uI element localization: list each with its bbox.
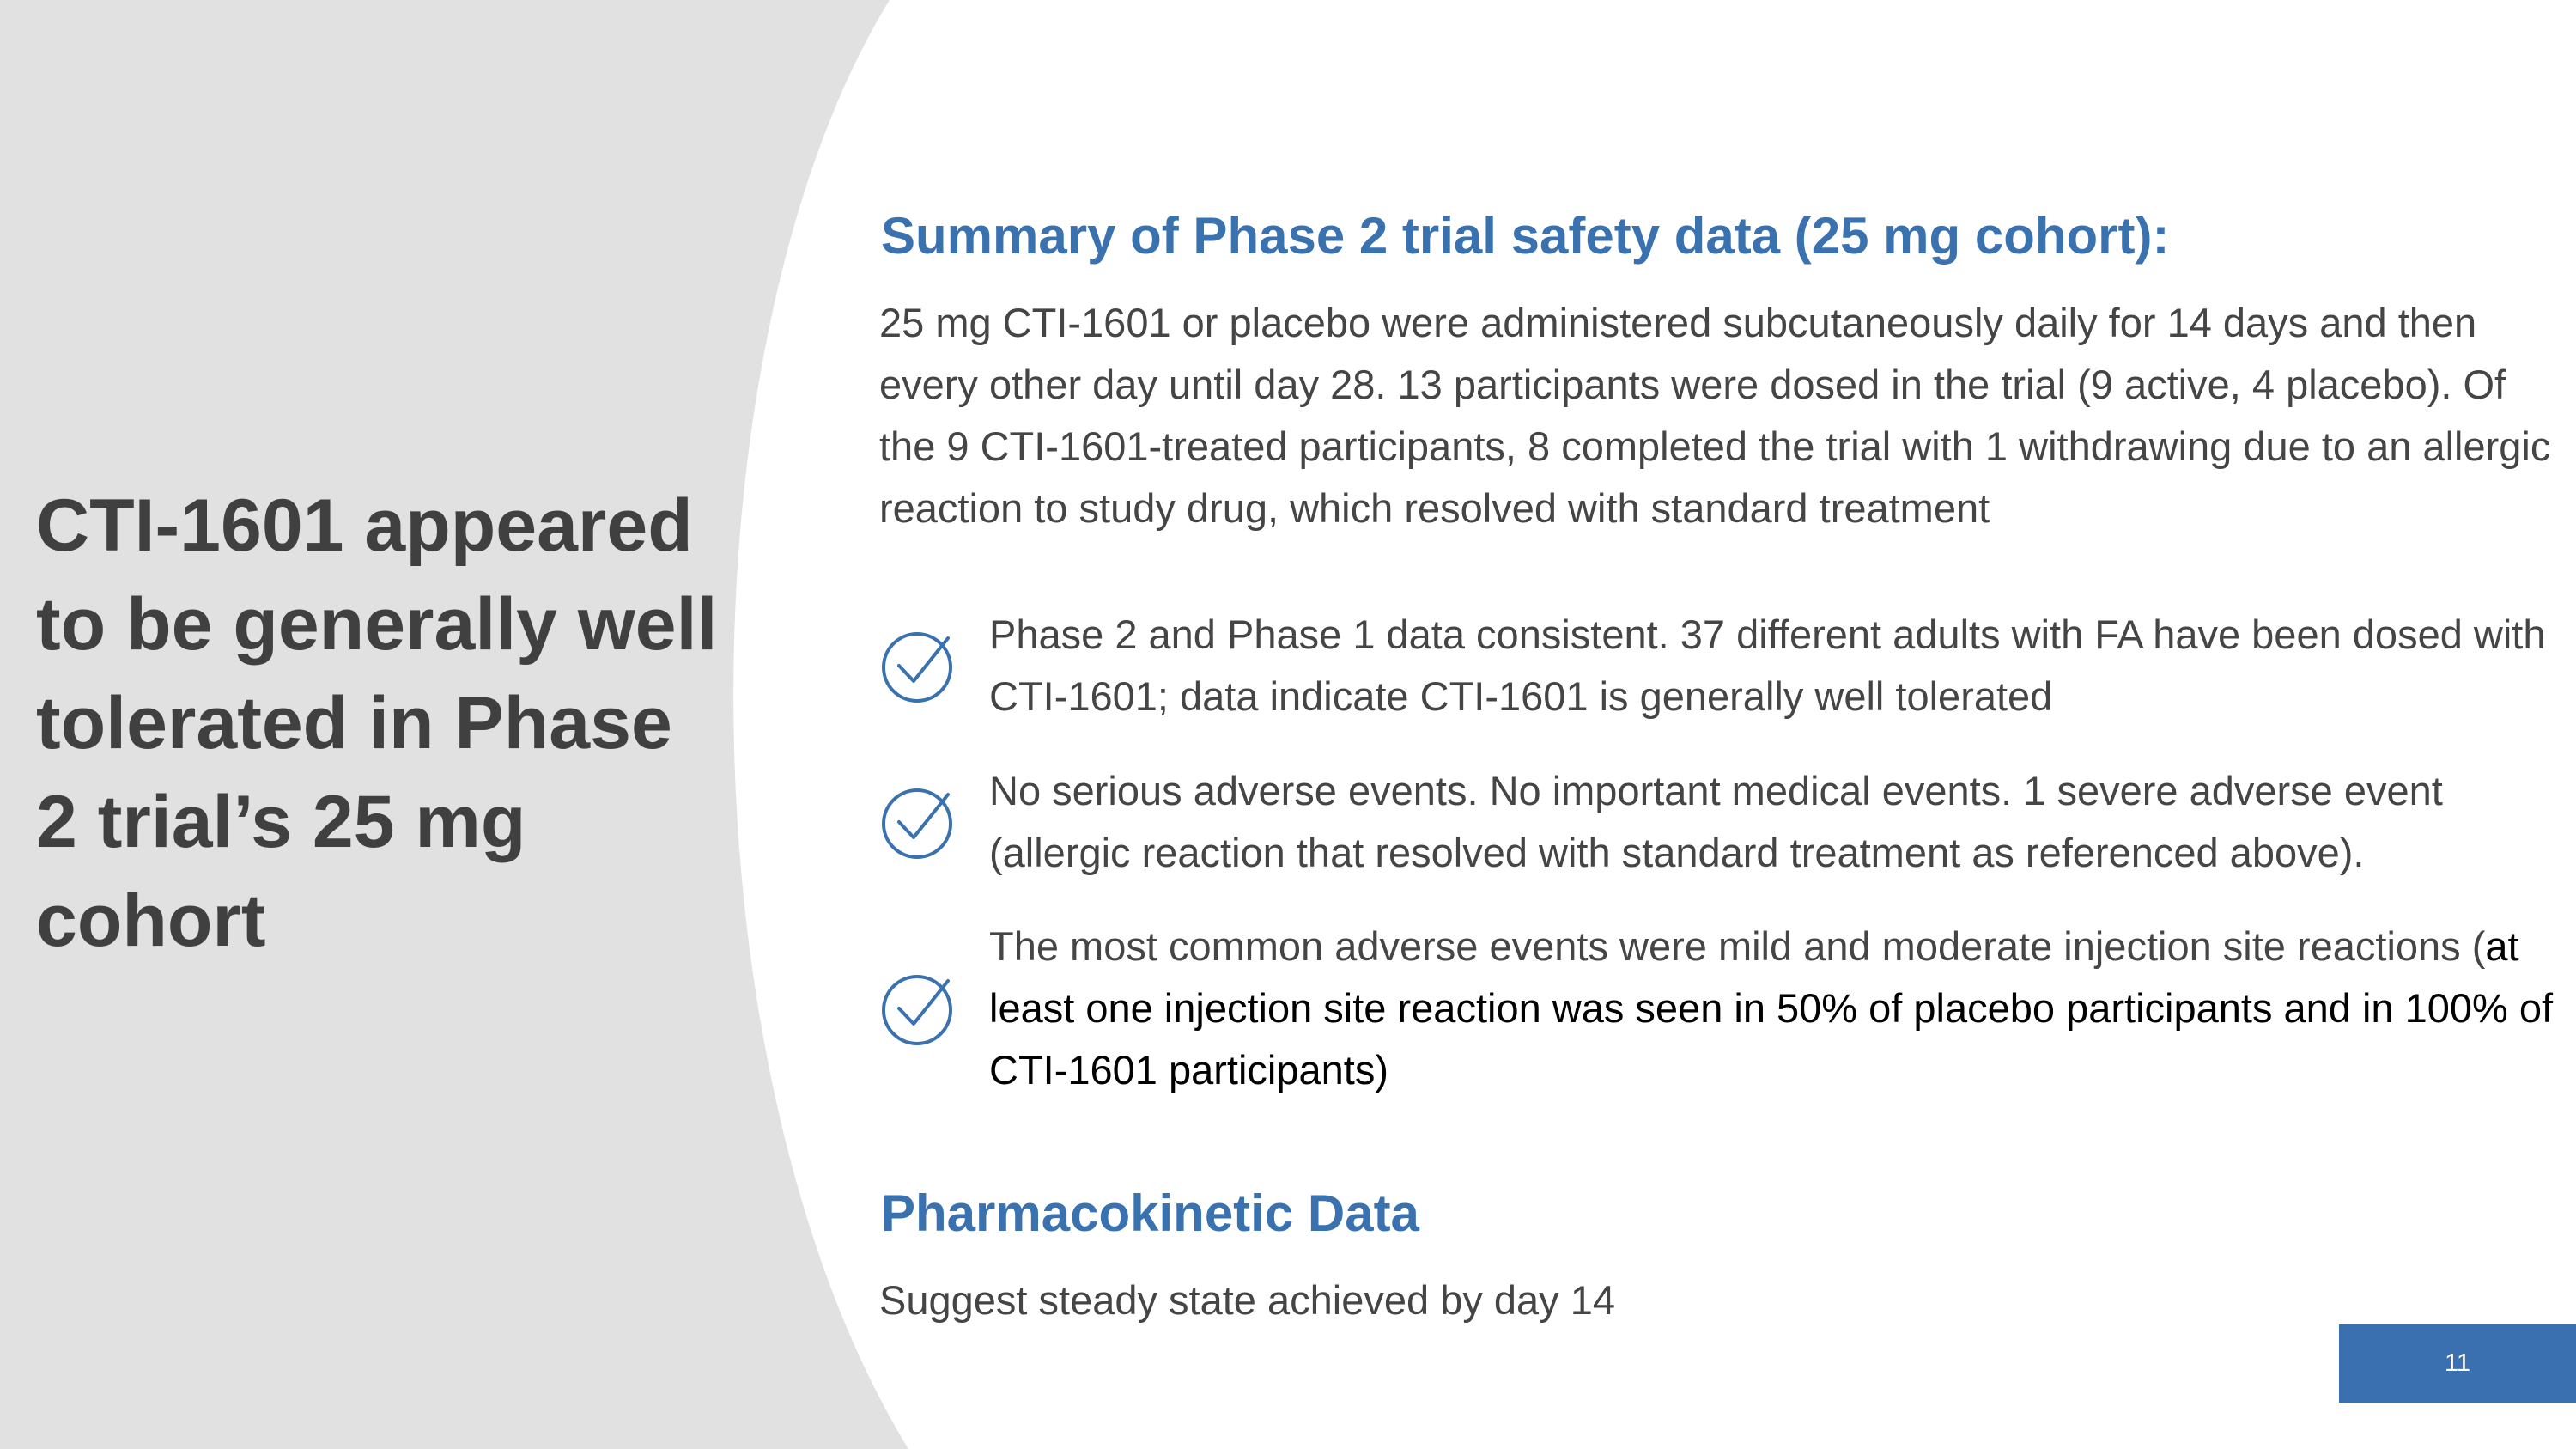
- bullet-text: [989, 916, 2567, 1101]
- check-circle-icon: [879, 784, 955, 860]
- safety-intro-text: 25 mg CTI-1601 or placebo were administered subcutaneously daily for 14 days and then every other day until day 28. 13 participants were dosed in the trial (9 active, 4 placebo). Of the 9 CTI-1601-treated participants, 8 completed the trial with 1 withdrawing due to an allergic reaction to study drug, which resolved with standard treatment: [879, 300, 2551, 531]
- slide-headline: CTI-1601 appeared to be generally well tolerated in Phase 2 trial’s 25 mg cohort: [36, 484, 718, 962]
- check-circle-icon: [879, 628, 955, 703]
- pharmacokinetic-text: Suggest steady state achieved by day 14: [879, 1277, 1616, 1323]
- page-number: 11: [2444, 1349, 2471, 1377]
- bullet-item-adverse-events: [879, 760, 2567, 884]
- check-circle-icon: [879, 971, 955, 1046]
- bullet-text: No serious adverse events. No important medical events. 1 severe adverse event (allergic reaction that resolved with standard treatment as referenced above).: [989, 768, 2443, 875]
- bullet-text-part-a: The most common adverse events were mild and moderate injection site reactions (: [989, 923, 2486, 969]
- bullet-text-part-b: at least one injection site reaction was seen in 50% of placebo participants and in 100% of CTI-1601 participants): [989, 923, 2554, 1093]
- pharmacokinetic-section-title: Pharmacokinetic Data: [881, 1184, 1419, 1242]
- page-number-badge: [2339, 1324, 2576, 1403]
- bullet-text: Phase 2 and Phase 1 data consistent. 37 different adults with FA have been dosed with CTI-1601; data indicate CTI-1601 is generally well tolerated: [989, 612, 2546, 719]
- safety-section-title: Summary of Phase 2 trial safety data (25 mg cohort):: [881, 207, 2170, 265]
- bullet-item-consistency: [879, 604, 2567, 728]
- bullet-item-injection-site: [879, 916, 2567, 1101]
